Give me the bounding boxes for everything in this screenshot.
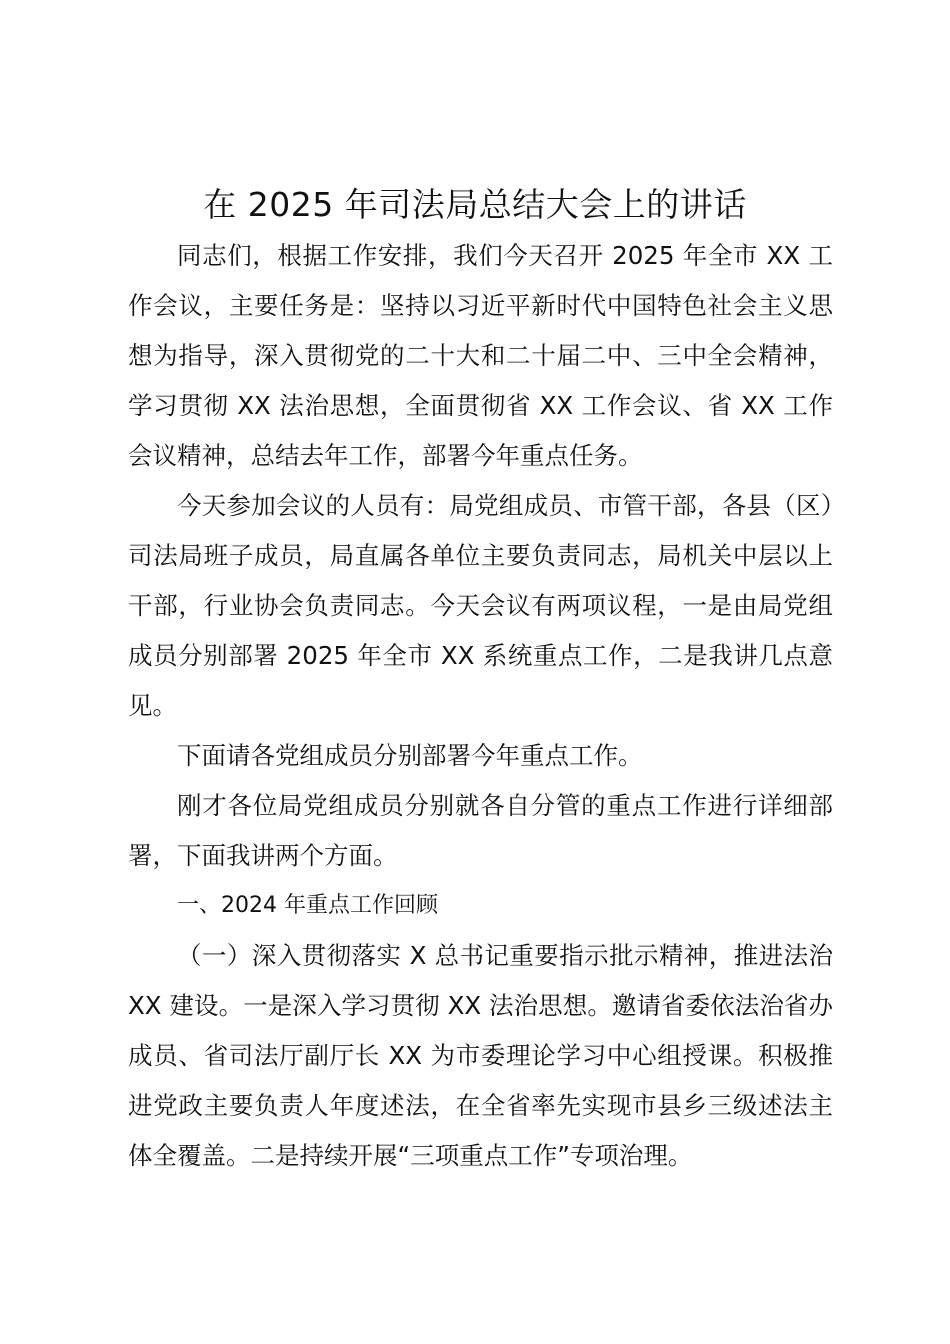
paragraph-deployment: 下面请各党组成员分别部署今年重点工作。 (177, 741, 643, 770)
paragraph-opening: 同志们，根据工作安排，我们今天召开 2025 年全市 XX 工作会议，主要任务是：坚持以习近平新时代中国特色社会主义思想为指导，深入贯彻党的二十大和二十届二中、三中全会精神，学习贯彻 XX 法治思想，全面贯彻省 XX 工作会议、省 XX 工作会议精神，总结去年工作，部署今年重点任务。 (128, 241, 833, 470)
section-heading: 一、2024 年重点工作回顾 (177, 893, 438, 918)
document-title: 在 2025 年司法局总结大会上的讲话 (203, 185, 747, 224)
document-body (128, 231, 833, 1181)
paragraph-review: （一）深入贯彻落实 X 总书记重要指示批示精神，推进法治 XX 建设。一是深入学习贯彻 XX 法治思想。邀请省委依法治省办成员、省司法厅副厅长 XX 为市委理论学习中心组授课。积极推进党政主要负责人年度述法，在全省率先实现市县乡三级述法主体全覆盖。二是持续开展“三项重点工作”专项治理。 (128, 941, 833, 1170)
paragraph-transition: 刚才各位局党组成员分别就各自分管的重点工作进行详细部署，下面我讲两个方面。 (128, 791, 833, 870)
paragraph-attendees: 今天参加会议的人员有：局党组成员、市管干部，各县（区）司法局班子成员，局直属各单位主要负责同志，局机关中层以上干部，行业协会负责同志。今天会议有两项议程，一是由局党组成员分别部署 2025 年全市 XX 系统重点工作，二是我讲几点意见。 (128, 491, 833, 720)
